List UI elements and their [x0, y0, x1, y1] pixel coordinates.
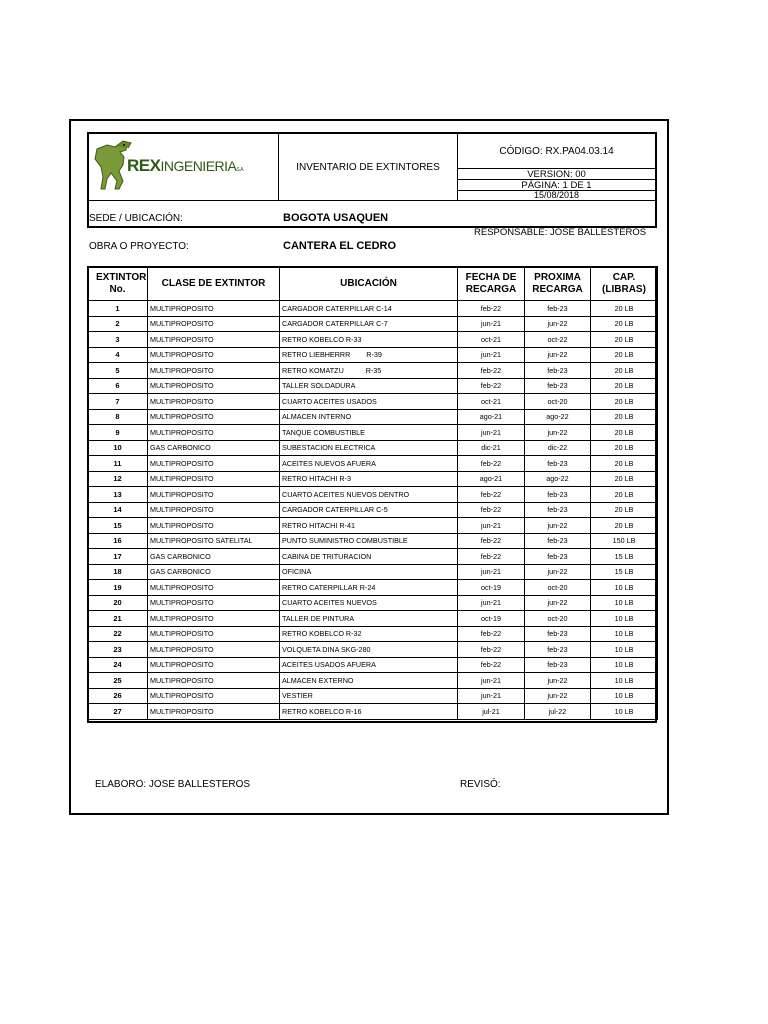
elaboro-text: ELABORO: JOSE BALLESTEROS: [95, 779, 251, 790]
cell-next-recharge: oct-20: [525, 611, 591, 627]
cell-recharge-date: oct-19: [458, 580, 525, 596]
cell-number: 11: [88, 456, 148, 472]
table-row: [88, 471, 658, 487]
table-row: [88, 688, 658, 704]
cell-recharge-date: jun-21: [458, 673, 525, 689]
cell-number: 7: [88, 394, 148, 410]
cell-location: RETRO KOBELCO R-16: [280, 704, 458, 720]
obra-label: OBRA O PROYECTO:: [89, 241, 189, 252]
cell-location: ALMACEN INTERNO: [280, 409, 458, 425]
cell-capacity: 10 LB: [591, 611, 658, 627]
cell-next-recharge: ago-22: [525, 471, 591, 487]
cell-location: PUNTO SUMINISTRO COMBUSTIBLE: [280, 533, 458, 549]
cell-next-recharge: oct-22: [525, 332, 591, 348]
logo-sa: S.A.: [236, 167, 244, 173]
table-row: [88, 595, 658, 611]
table-row: [88, 642, 658, 658]
table-row: [88, 316, 658, 332]
cell-capacity: 20 LB: [591, 332, 658, 348]
cell-number: 5: [88, 363, 148, 379]
cell-capacity: 10 LB: [591, 673, 658, 689]
cell-next-recharge: feb-23: [525, 502, 591, 518]
cell-recharge-date: oct-21: [458, 394, 525, 410]
cell-class: MULTIPROPOSITO: [148, 394, 280, 410]
cell-number: 24: [88, 657, 148, 673]
cell-class: MULTIPROPOSITO: [148, 316, 280, 332]
cell-recharge-date: jun-21: [458, 316, 525, 332]
cell-class: MULTIPROPOSITO: [148, 471, 280, 487]
cell-recharge-date: jun-21: [458, 347, 525, 363]
responsable: RESPONSABLE: JOSE BALLESTEROS: [474, 227, 647, 238]
cell-class: MULTIPROPOSITO: [148, 642, 280, 658]
cell-next-recharge: feb-23: [525, 487, 591, 503]
sede-value: BOGOTA USAQUEN: [283, 212, 389, 224]
table-row: [88, 626, 658, 642]
cell-number: 1: [88, 301, 148, 317]
table-row: [88, 704, 658, 720]
table-row: [88, 456, 658, 472]
cell-next-recharge: dic-22: [525, 440, 591, 456]
col-header-location: UBICACIÓN: [280, 267, 458, 301]
cell-recharge-date: feb-22: [458, 657, 525, 673]
cell-recharge-date: feb-22: [458, 533, 525, 549]
cell-next-recharge: ago-22: [525, 409, 591, 425]
table-row: [88, 518, 658, 534]
cell-location: CUARTO ACEITES NUEVOS: [280, 595, 458, 611]
cell-recharge-date: feb-22: [458, 549, 525, 565]
cell-recharge-date: feb-22: [458, 363, 525, 379]
cell-recharge-date: jun-21: [458, 595, 525, 611]
cell-location: ALMACEN EXTERNO: [280, 673, 458, 689]
cell-number: 6: [88, 378, 148, 394]
cell-next-recharge: jun-22: [525, 316, 591, 332]
cell-location: VOLQUETA DINA SKG-280: [280, 642, 458, 658]
cell-recharge-date: jun-21: [458, 564, 525, 580]
document-date: 15/08/2018: [533, 190, 580, 200]
cell-class: GAS CARBONICO: [148, 440, 280, 456]
cell-class: MULTIPROPOSITO: [148, 487, 280, 503]
reviso-text: REVISÓ:: [460, 779, 501, 790]
cell-next-recharge: oct-20: [525, 580, 591, 596]
cell-location: RETRO CATERPILLAR R-24: [280, 580, 458, 596]
col-header-class: CLASE DE EXTINTOR: [148, 267, 280, 301]
table-row: [88, 394, 658, 410]
cell-number: 16: [88, 533, 148, 549]
cell-recharge-date: jun-21: [458, 518, 525, 534]
cell-next-recharge: feb-23: [525, 363, 591, 379]
cell-next-recharge: oct-20: [525, 394, 591, 410]
cell-number: 26: [88, 688, 148, 704]
cell-next-recharge: jun-22: [525, 595, 591, 611]
cell-next-recharge: feb-23: [525, 657, 591, 673]
table-row: [88, 301, 658, 317]
document-title: INVENTARIO DE EXTINTORES: [279, 134, 458, 200]
cell-next-recharge: jun-22: [525, 347, 591, 363]
cell-capacity: 15 LB: [591, 564, 658, 580]
cell-number: 25: [88, 673, 148, 689]
cell-location: CUARTO ACEITES NUEVOS DENTRO: [280, 487, 458, 503]
cell-number: 15: [88, 518, 148, 534]
cell-next-recharge: jun-22: [525, 425, 591, 441]
cell-capacity: 10 LB: [591, 626, 658, 642]
table-row: [88, 363, 658, 379]
cell-class: MULTIPROPOSITO: [148, 626, 280, 642]
cell-location: RETRO LIEBHERRR R-39: [280, 347, 458, 363]
cell-number: 3: [88, 332, 148, 348]
logo-cell: [89, 134, 279, 200]
table-row: [88, 347, 658, 363]
cell-number: 21: [88, 611, 148, 627]
table-row: [88, 611, 658, 627]
cell-class: MULTIPROPOSITO: [148, 456, 280, 472]
cell-location: TALLER DE PINTURA: [280, 611, 458, 627]
cell-recharge-date: oct-21: [458, 332, 525, 348]
cell-number: 17: [88, 549, 148, 565]
logo-suffix: INGENIERIA: [160, 158, 237, 174]
cell-location: CARGADOR CATERPILLAR C-5: [280, 502, 458, 518]
table-header-row: [88, 267, 658, 301]
cell-capacity: 10 LB: [591, 642, 658, 658]
cell-next-recharge: jun-22: [525, 564, 591, 580]
cell-number: 27: [88, 704, 148, 720]
cell-class: GAS CARBONICO: [148, 549, 280, 565]
cell-recharge-date: feb-22: [458, 487, 525, 503]
col-header-recharge-date: FECHA DE RECARGA: [458, 267, 525, 301]
sede-label: SEDE / UBICACIÓN:: [89, 213, 183, 224]
cell-capacity: 20 LB: [591, 487, 658, 503]
cell-capacity: 20 LB: [591, 301, 658, 317]
table-row: [88, 409, 658, 425]
cell-number: 20: [88, 595, 148, 611]
cell-capacity: 20 LB: [591, 363, 658, 379]
cell-capacity: 20 LB: [591, 440, 658, 456]
cell-capacity: 20 LB: [591, 409, 658, 425]
cell-next-recharge: feb-23: [525, 456, 591, 472]
cell-class: MULTIPROPOSITO: [148, 673, 280, 689]
table-row: [88, 533, 658, 549]
cell-capacity: 15 LB: [591, 549, 658, 565]
cell-location: TANQUE COMBUSTIBLE: [280, 425, 458, 441]
table-row: [88, 580, 658, 596]
cell-number: 12: [88, 471, 148, 487]
cell-location: CABINA DE TRITURACION: [280, 549, 458, 565]
document-code: CÓDIGO: RX.PA04.03.14: [458, 134, 655, 169]
cell-class: MULTIPROPOSITO: [148, 704, 280, 720]
table-row: [88, 673, 658, 689]
cell-recharge-date: feb-22: [458, 301, 525, 317]
extinguisher-table: [87, 266, 658, 720]
cell-location: CARGADOR CATERPILLAR C-7: [280, 316, 458, 332]
cell-capacity: 20 LB: [591, 425, 658, 441]
cell-class: MULTIPROPOSITO: [148, 611, 280, 627]
cell-class: MULTIPROPOSITO: [148, 425, 280, 441]
cell-recharge-date: feb-22: [458, 626, 525, 642]
cell-recharge-date: feb-22: [458, 378, 525, 394]
table-row: [88, 378, 658, 394]
cell-number: 8: [88, 409, 148, 425]
cell-class: MULTIPROPOSITO: [148, 595, 280, 611]
cell-capacity: 20 LB: [591, 471, 658, 487]
cell-location: VESTIER: [280, 688, 458, 704]
cell-class: MULTIPROPOSITO: [148, 301, 280, 317]
cell-location: CARGADOR CATERPILLAR C-14: [280, 301, 458, 317]
cell-number: 22: [88, 626, 148, 642]
cell-next-recharge: feb-23: [525, 533, 591, 549]
cell-capacity: 10 LB: [591, 688, 658, 704]
cell-capacity: 20 LB: [591, 456, 658, 472]
cell-location: RETRO KOBELCO R-32: [280, 626, 458, 642]
cell-capacity: 10 LB: [591, 704, 658, 720]
cell-number: 13: [88, 487, 148, 503]
table-row: [88, 502, 658, 518]
cell-next-recharge: feb-23: [525, 301, 591, 317]
cell-location: CUARTO ACEITES USADOS: [280, 394, 458, 410]
cell-location: ACEITES USADOS AFUERA: [280, 657, 458, 673]
cell-next-recharge: feb-23: [525, 642, 591, 658]
logo-wordmark: [127, 156, 244, 176]
cell-class: MULTIPROPOSITO SATELITAL: [148, 533, 280, 549]
cell-next-recharge: jun-22: [525, 518, 591, 534]
table-row: [88, 440, 658, 456]
table-row: [88, 425, 658, 441]
cell-number: 19: [88, 580, 148, 596]
cell-location: SUBESTACION ELECTRICA: [280, 440, 458, 456]
cell-number: 23: [88, 642, 148, 658]
cell-number: 18: [88, 564, 148, 580]
cell-location: RETRO KOMATZU R-35: [280, 363, 458, 379]
cell-recharge-date: feb-22: [458, 642, 525, 658]
cell-location: TALLER SOLDADURA: [280, 378, 458, 394]
cell-capacity: 20 LB: [591, 378, 658, 394]
table-row: [88, 564, 658, 580]
cell-class: MULTIPROPOSITO: [148, 378, 280, 394]
col-header-number: EXTINTOR No.: [88, 267, 148, 301]
cell-class: MULTIPROPOSITO: [148, 580, 280, 596]
cell-class: MULTIPROPOSITO: [148, 502, 280, 518]
cell-location: OFICINA: [280, 564, 458, 580]
cell-location: RETRO HITACHI R-41: [280, 518, 458, 534]
table-row: [88, 549, 658, 565]
col-header-capacity: CAP. (LIBRAS): [591, 267, 658, 301]
cell-class: MULTIPROPOSITO: [148, 688, 280, 704]
cell-next-recharge: feb-23: [525, 378, 591, 394]
document-version: VERSION: 00: [458, 169, 655, 180]
cell-location: ACEITES NUEVOS AFUERA: [280, 456, 458, 472]
table-row: [88, 332, 658, 348]
cell-class: MULTIPROPOSITO: [148, 409, 280, 425]
cell-capacity: 20 LB: [591, 347, 658, 363]
table-row: [88, 657, 658, 673]
header-divider: [89, 200, 655, 201]
cell-location: RETRO KOBELCO R-33: [280, 332, 458, 348]
col-header-next-recharge: PROXIMA RECARGA: [525, 267, 591, 301]
cell-number: 14: [88, 502, 148, 518]
cell-number: 10: [88, 440, 148, 456]
cell-next-recharge: jul-22: [525, 704, 591, 720]
cell-capacity: 10 LB: [591, 595, 658, 611]
cell-capacity: 20 LB: [591, 502, 658, 518]
cell-recharge-date: ago-21: [458, 471, 525, 487]
cell-capacity: 10 LB: [591, 580, 658, 596]
cell-next-recharge: feb-23: [525, 549, 591, 565]
table-row: [88, 487, 658, 503]
cell-capacity: 10 LB: [591, 657, 658, 673]
cell-capacity: 20 LB: [591, 394, 658, 410]
cell-recharge-date: jul-21: [458, 704, 525, 720]
cell-location: RETRO HITACHI R-3: [280, 471, 458, 487]
cell-class: MULTIPROPOSITO: [148, 332, 280, 348]
cell-recharge-date: dic-21: [458, 440, 525, 456]
cell-class: MULTIPROPOSITO: [148, 657, 280, 673]
document-page: PÁGINA: 1 DE 1: [458, 180, 655, 191]
cell-capacity: 150 LB: [591, 533, 658, 549]
cell-number: 2: [88, 316, 148, 332]
cell-class: GAS CARBONICO: [148, 564, 280, 580]
cell-recharge-date: feb-22: [458, 456, 525, 472]
cell-recharge-date: oct-19: [458, 611, 525, 627]
cell-recharge-date: ago-21: [458, 409, 525, 425]
cell-next-recharge: jun-22: [525, 673, 591, 689]
cell-next-recharge: feb-23: [525, 626, 591, 642]
cell-class: MULTIPROPOSITO: [148, 363, 280, 379]
cell-class: MULTIPROPOSITO: [148, 347, 280, 363]
cell-number: 9: [88, 425, 148, 441]
obra-value: CANTERA EL CEDRO: [283, 240, 397, 252]
cell-recharge-date: jun-21: [458, 688, 525, 704]
cell-class: MULTIPROPOSITO: [148, 518, 280, 534]
cell-capacity: 20 LB: [591, 316, 658, 332]
cell-recharge-date: feb-22: [458, 502, 525, 518]
cell-number: 4: [88, 347, 148, 363]
logo-brand: REX: [127, 156, 161, 175]
cell-next-recharge: jun-22: [525, 688, 591, 704]
cell-capacity: 20 LB: [591, 518, 658, 534]
cell-recharge-date: jun-21: [458, 425, 525, 441]
